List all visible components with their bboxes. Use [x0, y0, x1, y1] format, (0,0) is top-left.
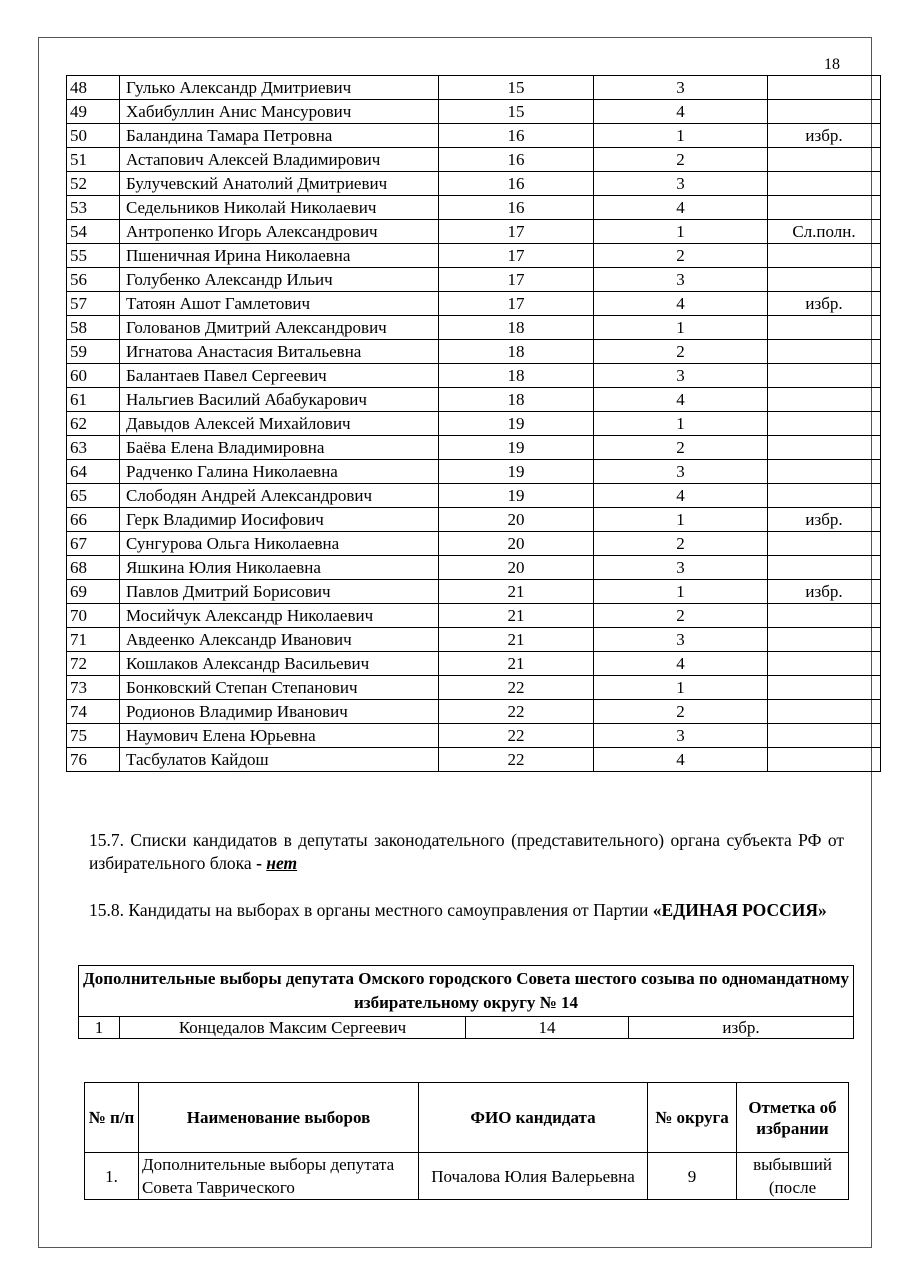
table-row	[67, 124, 881, 148]
list-position: 2	[594, 700, 768, 724]
election-mark	[768, 172, 881, 196]
row-number: 50	[67, 124, 120, 148]
table-row	[67, 532, 881, 556]
election-mark	[768, 388, 881, 412]
row-number: 58	[67, 316, 120, 340]
row-number: 65	[67, 484, 120, 508]
row-number: 68	[67, 556, 120, 580]
row-number: 55	[67, 244, 120, 268]
candidate-name: Герк Владимир Иосифович	[120, 508, 439, 532]
election-mark	[768, 484, 881, 508]
okrug-number: 18	[439, 388, 594, 412]
list-position: 3	[594, 268, 768, 292]
election-mark: избр.	[768, 508, 881, 532]
section-15-8-text: 15.8. Кандидаты на выборах в органы местного самоуправления от Партии	[89, 900, 653, 920]
row-number: 53	[67, 196, 120, 220]
candidate-name: Авдеенко Александр Иванович	[120, 628, 439, 652]
row-number: 64	[67, 460, 120, 484]
table-row	[67, 556, 881, 580]
table-row	[67, 724, 881, 748]
okrug-number: 22	[439, 700, 594, 724]
okrug-number: 16	[439, 172, 594, 196]
row-number: 72	[67, 652, 120, 676]
list-position: 2	[594, 436, 768, 460]
candidate-name: Пшеничная Ирина Николаевна	[120, 244, 439, 268]
list-position: 1	[594, 220, 768, 244]
table-row	[67, 748, 881, 772]
section-15-7-dash: -	[256, 853, 267, 873]
row-number: 49	[67, 100, 120, 124]
candidate-name: Концедалов Максим Сергеевич	[120, 1017, 466, 1039]
okrug-number: 18	[439, 364, 594, 388]
table-row	[67, 580, 881, 604]
candidate-name: Гулько Александр Дмитриевич	[120, 76, 439, 100]
candidate-name: Наумович Елена Юрьевна	[120, 724, 439, 748]
row-number: 75	[67, 724, 120, 748]
table-row	[85, 1153, 849, 1200]
list-position: 4	[594, 100, 768, 124]
row-number: 59	[67, 340, 120, 364]
election-mark	[768, 628, 881, 652]
candidate-name: Нальгиев Василий Абабукарович	[120, 388, 439, 412]
election-mark	[768, 244, 881, 268]
row-number: 76	[67, 748, 120, 772]
list-position: 4	[594, 748, 768, 772]
election-mark: избр.	[768, 580, 881, 604]
row-number: 60	[67, 364, 120, 388]
table-row	[67, 700, 881, 724]
table-row	[67, 268, 881, 292]
row-number: 52	[67, 172, 120, 196]
row-number: 63	[67, 436, 120, 460]
header-mark: Отметка об избрании	[737, 1083, 849, 1153]
candidate-name: Баёва Елена Владимировна	[120, 436, 439, 460]
list-position: 4	[594, 484, 768, 508]
okrug-number: 17	[439, 292, 594, 316]
list-position: 2	[594, 532, 768, 556]
election-mark	[768, 268, 881, 292]
candidate-name: Бонковский Степан Степанович	[120, 676, 439, 700]
candidate-name: Давыдов Алексей Михайлович	[120, 412, 439, 436]
candidate-name: Татоян Ашот Гамлетович	[120, 292, 439, 316]
row-number: 56	[67, 268, 120, 292]
section-15-7-value: нет	[266, 853, 298, 873]
okrug-number: 20	[439, 532, 594, 556]
okrug-number: 21	[439, 580, 594, 604]
table-row	[67, 364, 881, 388]
okrug-number: 9	[648, 1153, 737, 1200]
candidate-name: Игнатова Анастасия Витальевна	[120, 340, 439, 364]
list-position: 2	[594, 148, 768, 172]
candidate-name: Астапович Алексей Владимирович	[120, 148, 439, 172]
table-row	[67, 436, 881, 460]
row-number: 48	[67, 76, 120, 100]
okrug-number: 20	[439, 508, 594, 532]
table-row	[67, 460, 881, 484]
election-mark	[768, 316, 881, 340]
list-position: 2	[594, 244, 768, 268]
by-election-header: Дополнительные выборы депутата Омского городского Совета шестого созыва по одномандатному избирательному округу № 14	[79, 966, 854, 1017]
list-position: 4	[594, 652, 768, 676]
candidate-name: Седельников Николай Николаевич	[120, 196, 439, 220]
table-row	[67, 676, 881, 700]
okrug-number: 15	[439, 76, 594, 100]
candidate-name: Радченко Галина Николаевна	[120, 460, 439, 484]
candidate-name: Хабибуллин Анис Мансурович	[120, 100, 439, 124]
election-mark: избр.	[768, 124, 881, 148]
row-number: 73	[67, 676, 120, 700]
candidate-name: Тасбулатов Кайдош	[120, 748, 439, 772]
okrug-number: 19	[439, 460, 594, 484]
okrug-number: 21	[439, 628, 594, 652]
candidate-name: Голубенко Александр Ильич	[120, 268, 439, 292]
table-row	[67, 196, 881, 220]
row-number: 71	[67, 628, 120, 652]
table-row	[67, 340, 881, 364]
candidate-name: Яшкина Юлия Николаевна	[120, 556, 439, 580]
okrug-number: 19	[439, 484, 594, 508]
okrug-number: 16	[439, 124, 594, 148]
row-number: 70	[67, 604, 120, 628]
list-position: 1	[594, 580, 768, 604]
header-election: Наименование выборов	[139, 1083, 419, 1153]
okrug-number: 21	[439, 652, 594, 676]
list-position: 1	[594, 508, 768, 532]
section-15-8-party: «ЕДИНАЯ РОССИЯ»	[652, 900, 827, 920]
row-number: 1	[79, 1017, 120, 1039]
table-row	[67, 604, 881, 628]
election-mark	[768, 148, 881, 172]
table-row	[67, 628, 881, 652]
election-mark	[768, 676, 881, 700]
row-number: 66	[67, 508, 120, 532]
page-number: 18	[824, 56, 840, 73]
table-row	[67, 76, 881, 100]
table-row	[67, 148, 881, 172]
candidate-name: Почалова Юлия Валерьевна	[419, 1153, 648, 1200]
table-row	[67, 220, 881, 244]
okrug-number: 22	[439, 748, 594, 772]
section-15-7-text: 15.7. Списки кандидатов в депутаты законодательного (представительного) органа субъекта РФ от избирательного блока	[89, 830, 844, 873]
election-mark	[768, 76, 881, 100]
table-row	[67, 412, 881, 436]
row-number: 54	[67, 220, 120, 244]
table-row	[79, 1017, 854, 1039]
list-position: 3	[594, 364, 768, 388]
table-row	[67, 244, 881, 268]
election-mark	[768, 340, 881, 364]
list-position: 1	[594, 124, 768, 148]
election-name: Дополнительные выборы депутата Совета Таврического	[139, 1153, 419, 1200]
election-mark	[768, 556, 881, 580]
list-position: 4	[594, 292, 768, 316]
list-position: 2	[594, 340, 768, 364]
okrug-number: 21	[439, 604, 594, 628]
okrug-number: 17	[439, 244, 594, 268]
election-mark: Сл.полн.	[768, 220, 881, 244]
candidate-name: Баландина Тамара Петровна	[120, 124, 439, 148]
okrug-number: 15	[439, 100, 594, 124]
election-mark	[768, 700, 881, 724]
candidate-name: Булучевский Анатолий Дмитриевич	[120, 172, 439, 196]
candidate-name: Павлов Дмитрий Борисович	[120, 580, 439, 604]
election-mark	[768, 724, 881, 748]
table-row	[67, 292, 881, 316]
row-number: 69	[67, 580, 120, 604]
okrug-number: 18	[439, 340, 594, 364]
candidates-table	[66, 75, 881, 772]
list-position: 3	[594, 76, 768, 100]
table-row	[67, 172, 881, 196]
election-mark	[768, 196, 881, 220]
candidate-name: Слободян Андрей Александрович	[120, 484, 439, 508]
row-number: 62	[67, 412, 120, 436]
table-row	[67, 508, 881, 532]
table-row	[67, 484, 881, 508]
row-number: 1.	[85, 1153, 139, 1200]
row-number: 51	[67, 148, 120, 172]
header-num: № п/п	[85, 1083, 139, 1153]
okrug-number: 22	[439, 676, 594, 700]
list-position: 3	[594, 628, 768, 652]
election-mark	[768, 364, 881, 388]
table-row	[67, 316, 881, 340]
section-15-8	[89, 899, 844, 922]
by-election-table	[78, 965, 854, 1039]
candidate-name: Сунгурова Ольга Николаевна	[120, 532, 439, 556]
candidate-name: Родионов Владимир Иванович	[120, 700, 439, 724]
row-number: 67	[67, 532, 120, 556]
local-elections-table	[84, 1082, 849, 1200]
election-mark	[768, 748, 881, 772]
list-position: 4	[594, 196, 768, 220]
list-position: 1	[594, 676, 768, 700]
candidate-name: Балантаев Павел Сергеевич	[120, 364, 439, 388]
header-okrug: № округа	[648, 1083, 737, 1153]
table-row	[67, 388, 881, 412]
table-row	[67, 100, 881, 124]
election-mark	[768, 100, 881, 124]
election-mark	[768, 460, 881, 484]
election-mark: избр.	[768, 292, 881, 316]
okrug-number: 18	[439, 316, 594, 340]
list-position: 1	[594, 316, 768, 340]
election-mark	[768, 412, 881, 436]
list-position: 3	[594, 724, 768, 748]
okrug-number: 16	[439, 196, 594, 220]
candidate-name: Антропенко Игорь Александрович	[120, 220, 439, 244]
list-position: 2	[594, 604, 768, 628]
candidate-name: Мосийчук Александр Николаевич	[120, 604, 439, 628]
election-mark	[768, 532, 881, 556]
row-number: 74	[67, 700, 120, 724]
okrug-number: 20	[439, 556, 594, 580]
list-position: 1	[594, 412, 768, 436]
election-mark	[768, 436, 881, 460]
header-candidate: ФИО кандидата	[419, 1083, 648, 1153]
list-position: 3	[594, 556, 768, 580]
row-number: 61	[67, 388, 120, 412]
election-mark: выбывший (после	[737, 1153, 849, 1200]
candidate-name: Голованов Дмитрий Александрович	[120, 316, 439, 340]
okrug-number: 16	[439, 148, 594, 172]
table-row	[67, 652, 881, 676]
okrug-number: 17	[439, 268, 594, 292]
section-15-7	[89, 829, 844, 875]
election-mark	[768, 604, 881, 628]
okrug-number: 17	[439, 220, 594, 244]
list-position: 4	[594, 388, 768, 412]
okrug-number: 14	[466, 1017, 629, 1039]
okrug-number: 19	[439, 436, 594, 460]
list-position: 3	[594, 172, 768, 196]
list-position: 3	[594, 460, 768, 484]
candidate-name: Кошлаков Александр Васильевич	[120, 652, 439, 676]
okrug-number: 22	[439, 724, 594, 748]
okrug-number: 19	[439, 412, 594, 436]
row-number: 57	[67, 292, 120, 316]
election-mark: избр.	[629, 1017, 854, 1039]
election-mark	[768, 652, 881, 676]
